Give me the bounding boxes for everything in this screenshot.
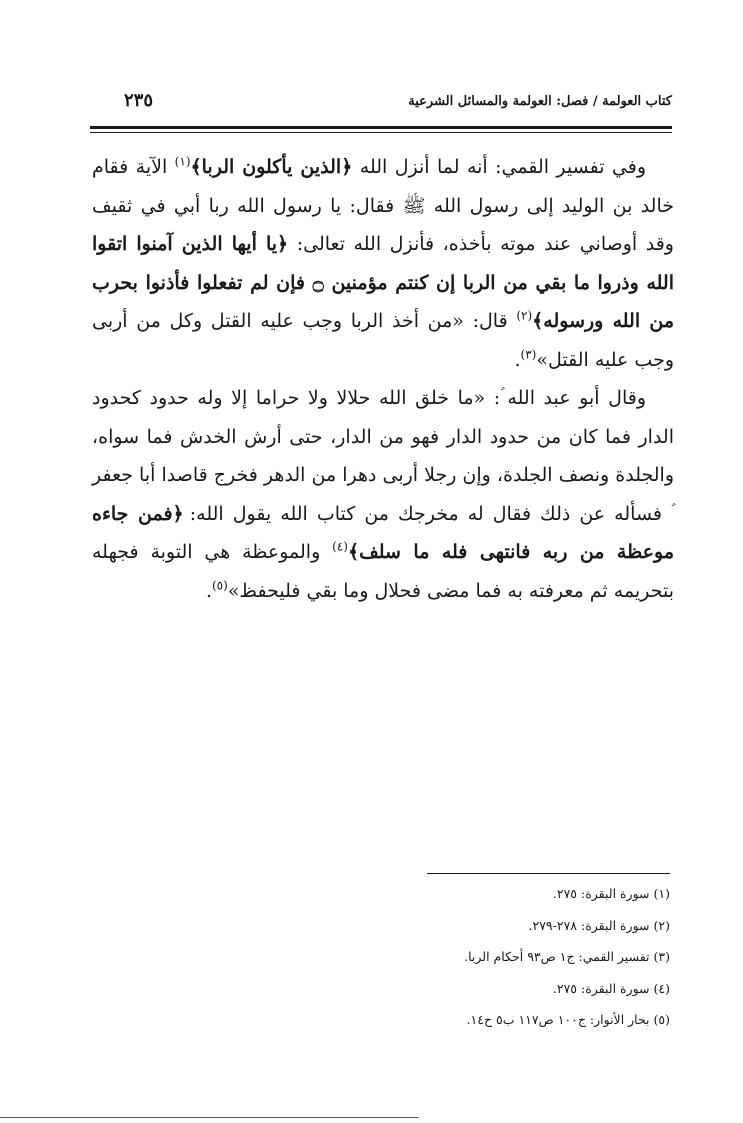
main-text <box>92 148 674 610</box>
quran-verse: ﴿الذين يأكلون الربا﴾ <box>190 156 353 178</box>
header-rule-thick <box>90 126 672 129</box>
text-run: . <box>205 579 212 602</box>
footnote-separator <box>427 873 670 874</box>
footnote-5: (٥) بحار الأنوار: ج١٠٠ ص١١٧ ب٥ ح١٤. <box>466 1012 670 1027</box>
running-header <box>90 88 672 122</box>
footnotes <box>190 878 670 1036</box>
text-run: وفي تفسير القمي: أنه لما أنزل الله <box>352 156 646 178</box>
footnote-ref: (٣) <box>520 347 537 362</box>
scan-edge-line <box>0 1117 419 1118</box>
page-number: ٢٣٥ <box>124 90 154 111</box>
footnote-1: (١) سورة البقرة: ٢٧٥. <box>552 886 670 901</box>
text-run: وقال أبو عبد الله ؑ: «ما خلق الله حلالا ولا حراما إلا وله حدود كحدود الدار فما كان من حدود الدار فهو من الدار، حتى أرش الخدش فما سواه، والجلدة ونصف الجلدة، وإن رجلا أربى دهرا من الدهر فخرج قاصدا أبا جعفر ؑ فسأله عن ذلك فقال له مخرجك من كتاب الله يقول الله: <box>92 387 675 525</box>
quran-verse: ﴿فمن جاءه موعظة من ربه فانتهى فله ما سلف﴾ <box>92 502 675 563</box>
text-run: والموعظة هي التوبة فجهله بتحريمه ثم معرفته به فما مضى فحلال وما بقي فليحفظ» <box>92 541 674 602</box>
header-rule-thin <box>90 132 672 133</box>
footnote-ref: (١) <box>174 154 191 169</box>
text-run: قال: «من أخذ الربا وجب عليه القتل وكل من أربى وجب عليه القتل» <box>92 310 674 371</box>
paragraph-1 <box>92 148 674 379</box>
text-run: . <box>514 348 521 371</box>
footnote-ref: (٤) <box>332 539 348 554</box>
footnote-2: (٢) سورة البقرة: ٢٧٨-٢٧٩. <box>528 917 670 933</box>
footnote-3: (٣) تفسير القمي: ج١ ص٩٣ أحكام الربا. <box>464 949 670 964</box>
text-run: الآية فقام خالد بن الوليد إلى رسول الله ﷺ فقال: يا رسول الله ربا أبي في ثقيف وقد أوصاني عند موته بأخذه، فأنزل الله تعالى: <box>92 156 674 255</box>
footnote-ref: (٢) <box>516 308 533 323</box>
footnote-4: (٤) سورة البقرة: ٢٧٥. <box>552 980 670 996</box>
header-title: كتاب العولمة / فصل: العولمة والمسائل الشرعية <box>408 94 672 109</box>
footnote-ref: (٥) <box>211 578 228 593</box>
paragraph-2 <box>92 379 674 610</box>
quran-verse: ﴿يا أيها الذين آمنوا اتقوا الله وذروا ما بقي من الربا إن كنتم مؤمنين ۝ فإن لم تفعلوا فأذنوا بحرب من الله ورسوله﴾ <box>92 233 675 332</box>
